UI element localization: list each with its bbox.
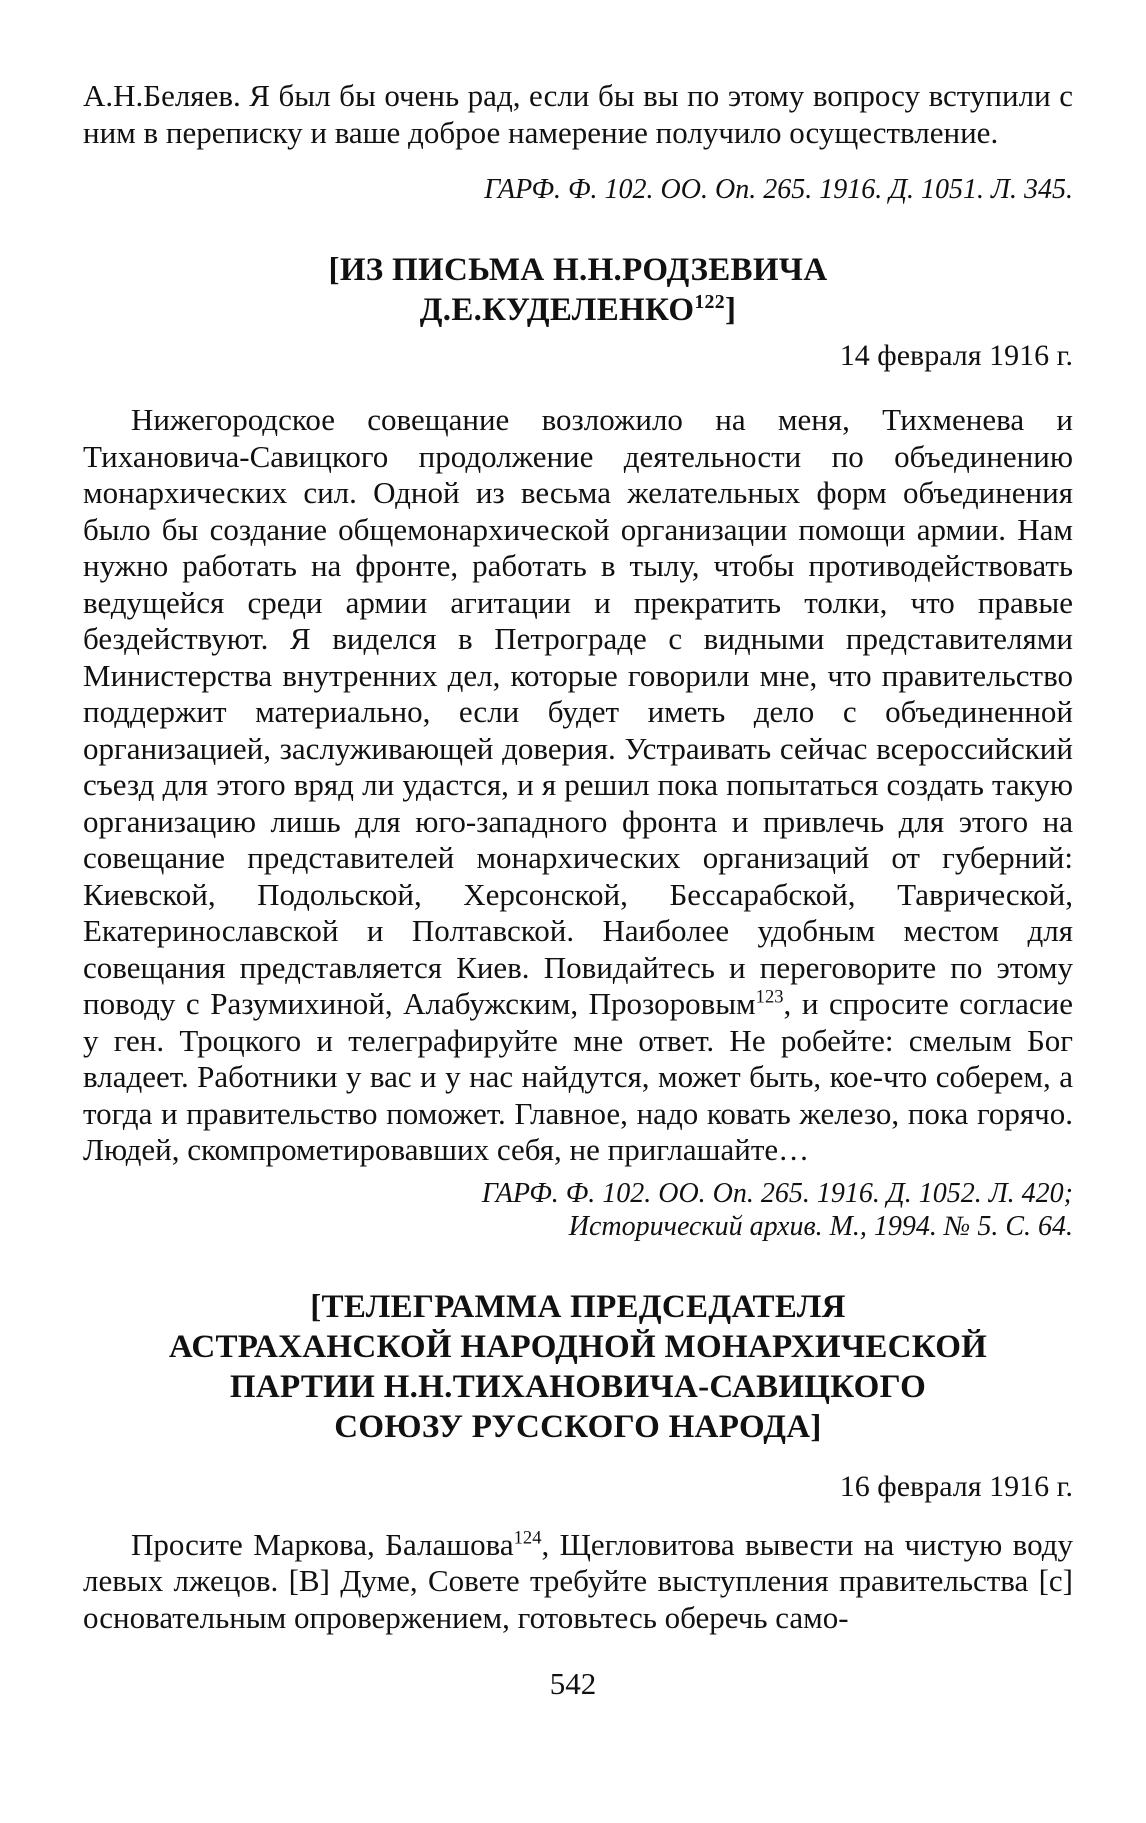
previous-source-citation — [83, 173, 1073, 206]
document-title — [83, 1287, 1073, 1447]
title-bracket: ] — [724, 292, 737, 328]
footnote-ref: 123 — [755, 986, 784, 1008]
document-body — [83, 1527, 1073, 1637]
title-line: СОЮЗУ РУССКОГО НАРОДА] — [334, 1408, 822, 1445]
body-text: , Щегловитова вывести на чистую воду левых лжецов. [В] Думе, Совете требуйте выступления правительства [с] основательным опровержением, готовьтесь оберечь само- — [83, 1526, 1073, 1635]
previous-source-text: ГАРФ. Ф. 102. ОО. Оп. 265. 1916. Д. 1051. Л. 345. — [484, 174, 1073, 205]
document-date — [83, 1469, 1073, 1505]
footnote-ref: 124 — [513, 1527, 542, 1549]
body-text: Просите Маркова, Балашова — [131, 1526, 514, 1562]
date-text: 16 февраля 1916 г. — [839, 1469, 1073, 1503]
footnote-ref: 122 — [694, 291, 725, 313]
page-content — [83, 78, 1073, 1636]
document-date — [83, 338, 1073, 374]
body-text: , и спросите согласие у ген. Троцкого и телеграфируйте мне ответ. Не робейте: смелым Бог владеет. Работники у вас и у нас найдутся, может быть, кое-что соберем, а тогда и правительство поможет. Главное, надо ковать железо, пока горячо. Людей, скомпрометировавших себя, не приглашайте… — [83, 986, 1073, 1167]
title-line: ПАРТИИ Н.Н.ТИХАНОВИЧА-САВИЦКОГО — [229, 1368, 927, 1405]
title-line: [ИЗ ПИСЬМА Н.Н.РОДЗЕВИЧА — [328, 252, 828, 288]
page-number — [0, 1666, 1146, 1702]
document-rodzevich-letter — [83, 250, 1073, 1243]
title-line: Д.Е.КУДЕЛЕНКО — [419, 292, 695, 328]
title-line: [ТЕЛЕГРАММА ПРЕДСЕДАТЕЛЯ — [310, 1288, 846, 1325]
previous-paragraph: А.Н.Беляев. Я был бы очень рад, если бы вы по этому вопросу вступили с ним в переписку и ваше доброе намерение получило осуществление. — [83, 78, 1073, 150]
source-citation — [83, 1177, 1073, 1243]
date-text: 14 февраля 1916 г. — [839, 339, 1073, 372]
document-body — [83, 402, 1073, 1169]
previous-document-ending — [83, 78, 1073, 151]
document-tikhanovich-telegram — [83, 1287, 1073, 1637]
page-number-text: 542 — [549, 1666, 597, 1701]
source-line: Исторический архив. М., 1994. № 5. С. 64. — [568, 1210, 1073, 1242]
document-title — [83, 250, 1073, 330]
body-text: Нижегородское совещание возложило на меня, Тихменева и Тихановича-Савицкого продолжение деятельности по объединению монархических сил. Одной из весьма желательных форм объединения было бы создание общемонархической организации помощи армии. Нам нужно работать на фронте, работать в тылу, чтобы противодействовать ведущейся среди армии агитации и прекратить толки, что правые бездействуют. Я виделся в Петрограде с видными представителями Министерства внутренних дел, которые говорили мне, что правительство поддержит материально, если будет иметь дело с объединенной организацией, заслуживающей доверия. Устраивать сейчас всероссийский съезд для этого вряд ли удастся, и я решил пока попытаться создать такую организацию лишь для юго-западного фронта и привлечь для этого на совещание представителей монархических организаций от губерний: Киевской, Подольской, Херсонской, Бессарабской, Таврической, Екатеринославской и Полтавской. Наиболее удобным местом для совещания представляется Киев. Повидайтесь и переговорите по этому поводу с Разумихиной, Алабужским, Прозоровым — [83, 402, 1073, 1021]
source-line: ГАРФ. Ф. 102. ОО. Оп. 265. 1916. Д. 1052. Л. 420; — [481, 1177, 1073, 1209]
title-line: АСТРАХАНСКОЙ НАРОДНОЙ МОНАРХИЧЕСКОЙ — [168, 1328, 988, 1365]
